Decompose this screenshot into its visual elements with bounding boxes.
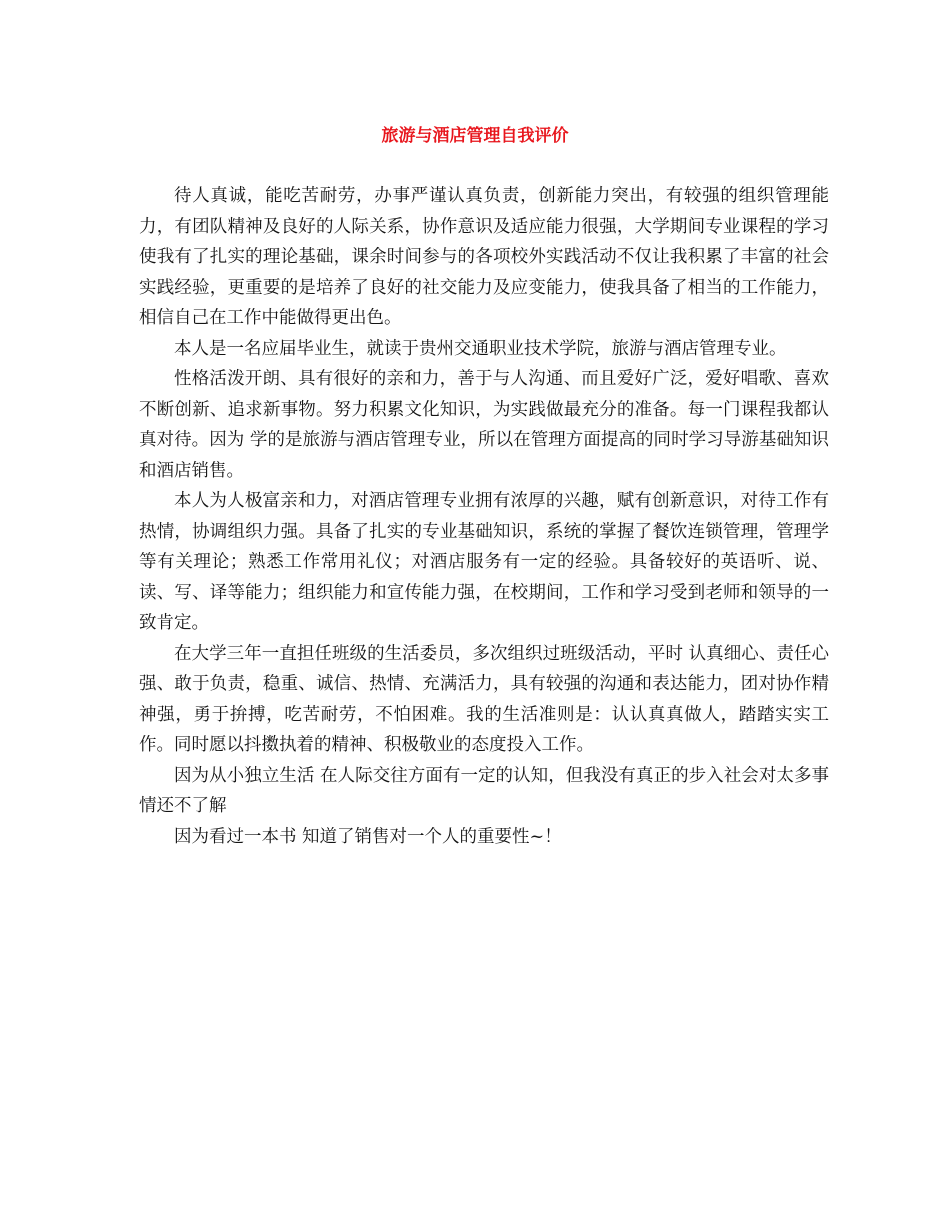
document-body [139,181,829,852]
paragraph-personality: 性格活泼开朗、具有很好的亲和力，善于与人沟通、而且爱好广泛，爱好唱歌、喜欢不断创新、追求新事物。努力积累文化知识，为实践做最充分的准备。每一门课程我都认真对待。因为 学的是旅游与酒店管理专业，所以在管理方面提高的同时学习导游基础知识和酒店销售。 [139,369,829,481]
paragraph-sales-book: 因为看过一本书 知道了销售对一个人的重要性~！ [174,826,562,847]
paragraph-professional-skills: 本人为人极富亲和力，对酒店管理专业拥有浓厚的兴趣，赋有创新意识，对待工作有热情，协调组织力强。具备了扎实的专业基础知识，系统的掌握了餐饮连锁管理，管理学等有关理论；熟悉工作常用礼仪；对酒店服务有一定的经验。具备较好的英语听、说、读、写、译等能力；组织能力和宣传能力强，在校期间，工作和学习受到老师和领导的一致肯定。 [139,491,829,633]
paragraph-class-committee: 在大学三年一直担任班级的生活委员，多次组织过班级活动，平时 认真细心、责任心强、敢于负责，稳重、诚信、热情、充满活力，具有较强的沟通和表达能力，团对协作精神强，勇于拚搏，吃苦耐劳，不怕困难。我的生活准则是：认认真真做人，踏踏实实工作。同时愿以抖擞执着的精神、积极敬业的态度投入工作。 [139,643,829,755]
paragraph-self-summary: 待人真诚，能吃苦耐劳，办事严谨认真负责，创新能力突出，有较强的组织管理能力，有团队精神及良好的人际关系，协作意识及适应能力很强，大学期间专业课程的学习使我有了扎实的理论基础，课余时间参与的各项校外实践活动不仅让我积累了丰富的社会实践经验，更重要的是培养了良好的社交能力及应变能力，使我具备了相当的工作能力，相信自己在工作中能做得更出色。 [139,186,829,328]
paragraph-school-major: 本人是一名应届毕业生，就读于贵州交通职业技术学院，旅游与酒店管理专业。 [174,338,787,359]
paragraph-independent-life: 因为从小独立生活 在人际交往方面有一定的认知，但我没有真正的步入社会对太多事情还不了解 [139,765,829,816]
document-title: 旅游与酒店管理自我评价 [381,126,569,146]
